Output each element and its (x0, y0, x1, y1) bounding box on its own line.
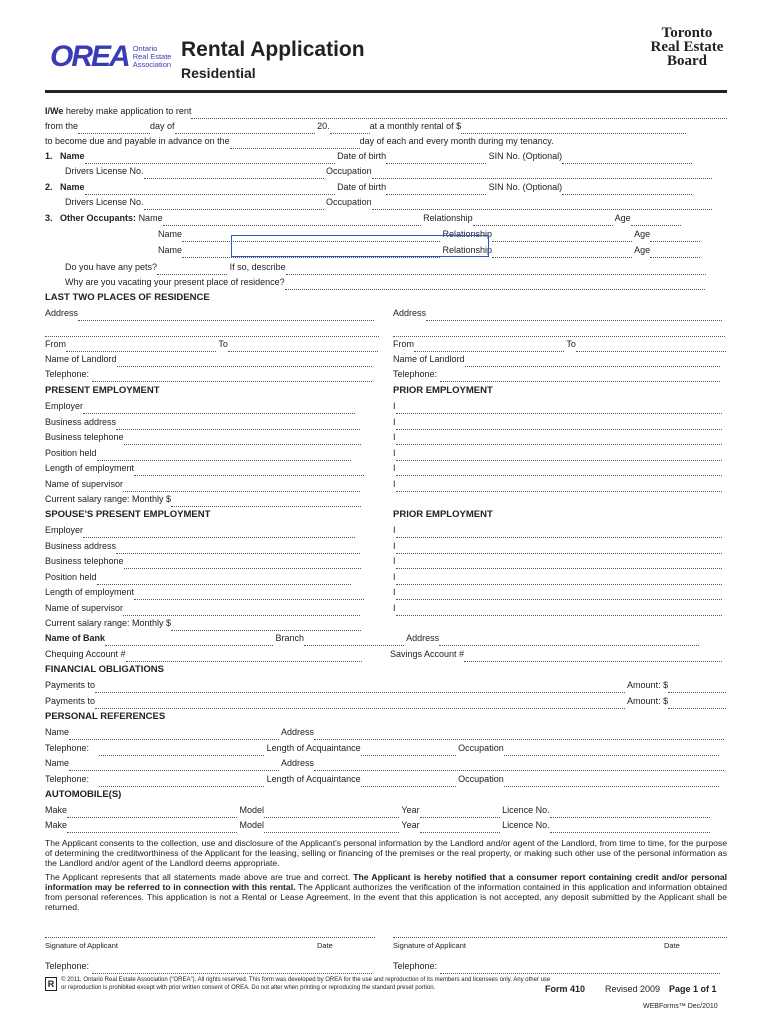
occupant-2-relationship-field[interactable] (492, 230, 632, 242)
reference-2-tel-line: Telephone: Length of Acquaintance Occupation (45, 772, 727, 787)
spouse-employment-prior-field[interactable] (396, 526, 722, 538)
residence-1-landlord-field[interactable] (117, 355, 372, 367)
applicant-2-signature-label: Signature of Applicant (393, 941, 466, 950)
auto-1-year-field[interactable] (420, 806, 500, 818)
applicant-2-telephone-field[interactable] (440, 962, 720, 974)
reference-1-name-line: Name Address (45, 725, 727, 740)
spouse-employment-row: Name of supervisor I (45, 601, 727, 616)
header-rule (45, 90, 727, 93)
occupant-3-relationship-field[interactable] (492, 246, 632, 258)
selected-field-outline[interactable] (231, 235, 489, 257)
bank-name-field[interactable] (105, 634, 273, 646)
bank-branch-field[interactable] (304, 634, 404, 646)
residence-1-to-field[interactable] (228, 340, 378, 352)
due-line: to become due and payable in advance on the day of each and every month during my tenancy. (45, 134, 727, 149)
present-employment-row: Length of employment I (45, 461, 727, 476)
auto-2-make-field[interactable] (67, 821, 237, 833)
present-employment-field[interactable] (123, 480, 360, 492)
reference-2-acquaintance-field[interactable] (361, 775, 456, 787)
present-employment-salary-field[interactable] (171, 495, 361, 507)
from-day-field[interactable] (78, 122, 150, 134)
occupant-2-line: Name Relationship Age (45, 227, 727, 242)
present-employment-row: Business address I (45, 415, 727, 430)
spouse-employment-title: SPOUSE'S PRESENT EMPLOYMENT (45, 509, 211, 520)
spouse-employment-row: Business telephone I (45, 554, 727, 569)
pets-describe-field[interactable] (286, 263, 706, 275)
auto-1-model-field[interactable] (264, 806, 399, 818)
form-number: Form 410 (545, 984, 586, 994)
chequing-account-field[interactable] (126, 650, 362, 662)
auto-2-licence-field[interactable] (550, 821, 710, 833)
realtor-icon: R (45, 977, 57, 991)
signature-telephone-line: Telephone: Telephone: (45, 959, 727, 974)
spouse-employment-field[interactable] (83, 526, 355, 538)
residence-1-telephone-field[interactable] (92, 370, 372, 382)
spouse-employment-row: Length of employment I (45, 585, 727, 600)
residence-landlord-line: Name of Landlord Name of Landlord (45, 352, 727, 367)
payment-2-amount-field[interactable] (668, 697, 727, 709)
reference-2-telephone-field[interactable] (99, 775, 264, 787)
vacating-line: Why are you vacating your present place of residence? (45, 275, 747, 290)
present-employment-row: Position held I (45, 446, 727, 461)
rent-premises-field[interactable] (191, 107, 727, 119)
savings-account-field[interactable] (464, 650, 722, 662)
page-number: Page 1 of 1 (669, 984, 717, 994)
employment-titles (45, 383, 727, 398)
spouse-employment-row: Business address I (45, 539, 727, 554)
reference-2-occupation-field[interactable] (504, 775, 719, 787)
reference-1-acquaintance-field[interactable] (361, 744, 456, 756)
residence-telephone-line: Telephone: Telephone: (45, 367, 727, 382)
payment-2-to-field[interactable] (95, 697, 625, 709)
spouse-prior-employment-title: PRIOR EMPLOYMENT (393, 509, 493, 520)
references-title: PERSONAL REFERENCES (45, 711, 166, 722)
vacating-reason-field[interactable] (285, 278, 705, 290)
applicant-2-license-line: Drivers License No. Occupation (45, 195, 747, 210)
applicant-2-occupation-field[interactable] (372, 198, 712, 210)
present-employment-field[interactable] (83, 402, 355, 414)
present-employment-prior-field[interactable] (396, 402, 722, 414)
applicant-1-signature-field[interactable] (45, 937, 375, 938)
applicant-1-occupation-field[interactable] (372, 167, 712, 179)
year-field[interactable] (330, 122, 370, 134)
accounts-line: Chequing Account # Savings Account # (45, 647, 727, 662)
spouse-employment-titles (45, 507, 727, 522)
auto-1-make-field[interactable] (67, 806, 237, 818)
webforms-stamp: WEBForms™ Dec/2010 (643, 1003, 718, 1010)
auto-1-line: Make Model Year Licence No. (45, 803, 727, 818)
revised-date: Revised 2009 (605, 984, 661, 994)
pets-line: Do you have any pets? If so, describe (45, 260, 747, 275)
applicant-1-license-line: Drivers License No. Occupation (45, 164, 747, 179)
applicant-1-name-field[interactable] (85, 152, 335, 164)
spouse-employment-field[interactable] (134, 588, 364, 600)
copyright-notice: © 2011, Ontario Real Estate Association ("OREA"). All rights reserved. This form was developed by OREA for the use and reproduction of its members and licensees only. Any other use or reproduction is prohibited except with prior written consent of OREA. Do not alter when printing or reproducing the standard preset portion. (61, 977, 551, 991)
occupant-1-line: 3. Other Occupants: Name Relationship Age (45, 211, 727, 226)
auto-2-line: Make Model Year Licence No. (45, 818, 727, 833)
logo-subtext: Ontario Real Estate Association (132, 44, 172, 69)
present-employment-field[interactable] (134, 464, 364, 476)
present-employment-row: Employer I (45, 399, 727, 414)
spouse-employment-prior-field[interactable] (396, 604, 722, 616)
from-month-field[interactable] (175, 122, 315, 134)
auto-2-model-field[interactable] (264, 821, 399, 833)
auto-2-year-field[interactable] (420, 821, 500, 833)
applicant-2-name-field[interactable] (85, 183, 335, 195)
spouse-employment-row: Position held I (45, 570, 727, 585)
residence-1-address-field[interactable] (78, 309, 374, 321)
occupant-3-line: Name Relationship Age (45, 243, 727, 258)
present-employment-title: PRESENT EMPLOYMENT (45, 385, 160, 396)
prior-employment-title: PRIOR EMPLOYMENT (393, 385, 493, 396)
due-day-field[interactable] (230, 137, 360, 149)
consent-paragraph: The Applicant consents to the collection, use and disclosure of the Applicant's personal information by the Landlord and/or agent of the Landlord, from time to time, for the purpose of determining the creditworthiness of the Applicant for the leasing, selling or financing of the premises or the real property, or making such other use of the personal information as the Landlord and/or agent of the Landlord deems appropriate. (45, 838, 727, 868)
payment-2-line: Payments to Amount: $ (45, 694, 727, 709)
auto-1-licence-field[interactable] (550, 806, 710, 818)
residence-2-to-field[interactable] (576, 340, 726, 352)
present-employment-prior-field[interactable] (396, 464, 722, 476)
logo-text: OREA (50, 40, 129, 73)
occupant-2-age-field[interactable] (650, 230, 700, 242)
residence-2-from-field[interactable] (414, 340, 564, 352)
board-logo: Toronto Real Estate Board (650, 25, 724, 69)
page-title: Rental Application (181, 38, 365, 61)
payment-1-amount-field[interactable] (668, 681, 727, 693)
present-employment-prior-field[interactable] (396, 480, 722, 492)
reference-1-name-field[interactable] (69, 728, 279, 740)
reference-1-tel-line: Telephone: Length of Acquaintance Occupation (45, 741, 727, 756)
residence-2-telephone-field[interactable] (440, 370, 720, 382)
applicant-1-dob-field[interactable] (386, 152, 486, 164)
pets-field[interactable] (157, 263, 227, 275)
applicant-1-sin-field[interactable] (562, 152, 692, 164)
reference-2-address-field[interactable] (314, 759, 724, 771)
present-employment-row: Name of supervisor I (45, 477, 727, 492)
reference-2-name-field[interactable] (69, 759, 279, 771)
present-employment-field[interactable] (124, 433, 361, 445)
spouse-employment-field[interactable] (123, 604, 360, 616)
term-line: from the day of 20. at a monthly rental of $ (45, 119, 727, 134)
orea-logo (50, 40, 173, 74)
residence-title: LAST TWO PLACES OF RESIDENCE (45, 292, 210, 303)
page-subtitle: Residential (181, 65, 256, 81)
applicant-2-license-field[interactable] (144, 198, 324, 210)
reference-1-address-field[interactable] (314, 728, 724, 740)
applicant-2-dob-field[interactable] (386, 183, 486, 195)
reference-2-name-line: Name Address (45, 756, 727, 771)
financial-title: FINANCIAL OBLIGATIONS (45, 664, 164, 675)
present-employment-prior-field[interactable] (396, 449, 722, 461)
residence-1-from-field[interactable] (66, 340, 216, 352)
occupant-1-age-field[interactable] (631, 214, 681, 226)
applicant-2-sin-field[interactable] (562, 183, 692, 195)
occupant-1-name-field[interactable] (163, 214, 421, 226)
applicant-1-license-field[interactable] (144, 167, 324, 179)
present-employment-field[interactable] (116, 418, 360, 430)
form-page (45, 0, 727, 1024)
applicant-1-telephone-field[interactable] (92, 962, 372, 974)
representation-paragraph: The Applicant represents that all statements made above are true and correct. The Applicant is hereby notified that a consumer report containing credit and/or personal information may be referred to in connection with this rental. The Applicant authorizes the verification of the information contained in this application and information obtained from personal references. This application is not a Rental or Lease Agreement. In the event that this application is not accepted, any deposit submitted by the Applicant shall be returned. (45, 872, 728, 912)
spouse-employment-prior-field[interactable] (396, 542, 722, 554)
residence-address-line: Address Address (45, 306, 727, 321)
present-employment-field[interactable] (97, 449, 352, 461)
spouse-employment-field[interactable] (97, 573, 352, 585)
residence-2-address-field[interactable] (426, 309, 722, 321)
spouse-employment-salary-field[interactable] (171, 619, 361, 631)
spouse-employment-field[interactable] (124, 557, 361, 569)
applicant-2-signature-field[interactable] (393, 937, 727, 938)
payment-1-line: Payments to Amount: $ (45, 678, 727, 693)
applicant-1-date-label: Date (317, 941, 333, 950)
bank-line: Name of Bank Branch Address (45, 631, 727, 646)
applicant-2-date-label: Date (664, 941, 680, 950)
residence-2-landlord-field[interactable] (465, 355, 720, 367)
applicant-1-signature-label: Signature of Applicant (45, 941, 118, 950)
present-employment-prior-field[interactable] (396, 433, 722, 445)
applicant-1-line: 1. Name Date of birth SIN No. (Optional) (45, 149, 727, 164)
spouse-employment-salary-row: Current salary range: Monthly $ (45, 616, 727, 631)
residence-2-address2-field[interactable] (393, 325, 725, 337)
spouse-employment-field[interactable] (116, 542, 360, 554)
present-employment-salary-row: Current salary range: Monthly $ (45, 492, 727, 507)
spouse-employment-prior-field[interactable] (396, 573, 722, 585)
payment-1-to-field[interactable] (95, 681, 625, 693)
reference-1-occupation-field[interactable] (504, 744, 719, 756)
present-employment-row: Business telephone I (45, 430, 727, 445)
occupant-1-relationship-field[interactable] (473, 214, 613, 226)
applicant-2-line: 2. Name Date of birth SIN No. (Optional) (45, 180, 727, 195)
occupant-3-age-field[interactable] (650, 246, 700, 258)
reference-1-telephone-field[interactable] (99, 744, 264, 756)
residence-1-address2-field[interactable] (45, 325, 379, 337)
rent-line: I/We hereby make application to rent (45, 104, 727, 119)
auto-title: AUTOMOBILE(S) (45, 789, 122, 800)
spouse-employment-prior-field[interactable] (396, 557, 722, 569)
residence-dates-line: From To From To (45, 337, 727, 352)
present-employment-prior-field[interactable] (396, 418, 722, 430)
bank-address-field[interactable] (439, 634, 699, 646)
spouse-employment-prior-field[interactable] (396, 588, 722, 600)
spouse-employment-row: Employer I (45, 523, 727, 538)
residence-address2-line (45, 322, 727, 337)
monthly-rent-field[interactable] (461, 122, 686, 134)
